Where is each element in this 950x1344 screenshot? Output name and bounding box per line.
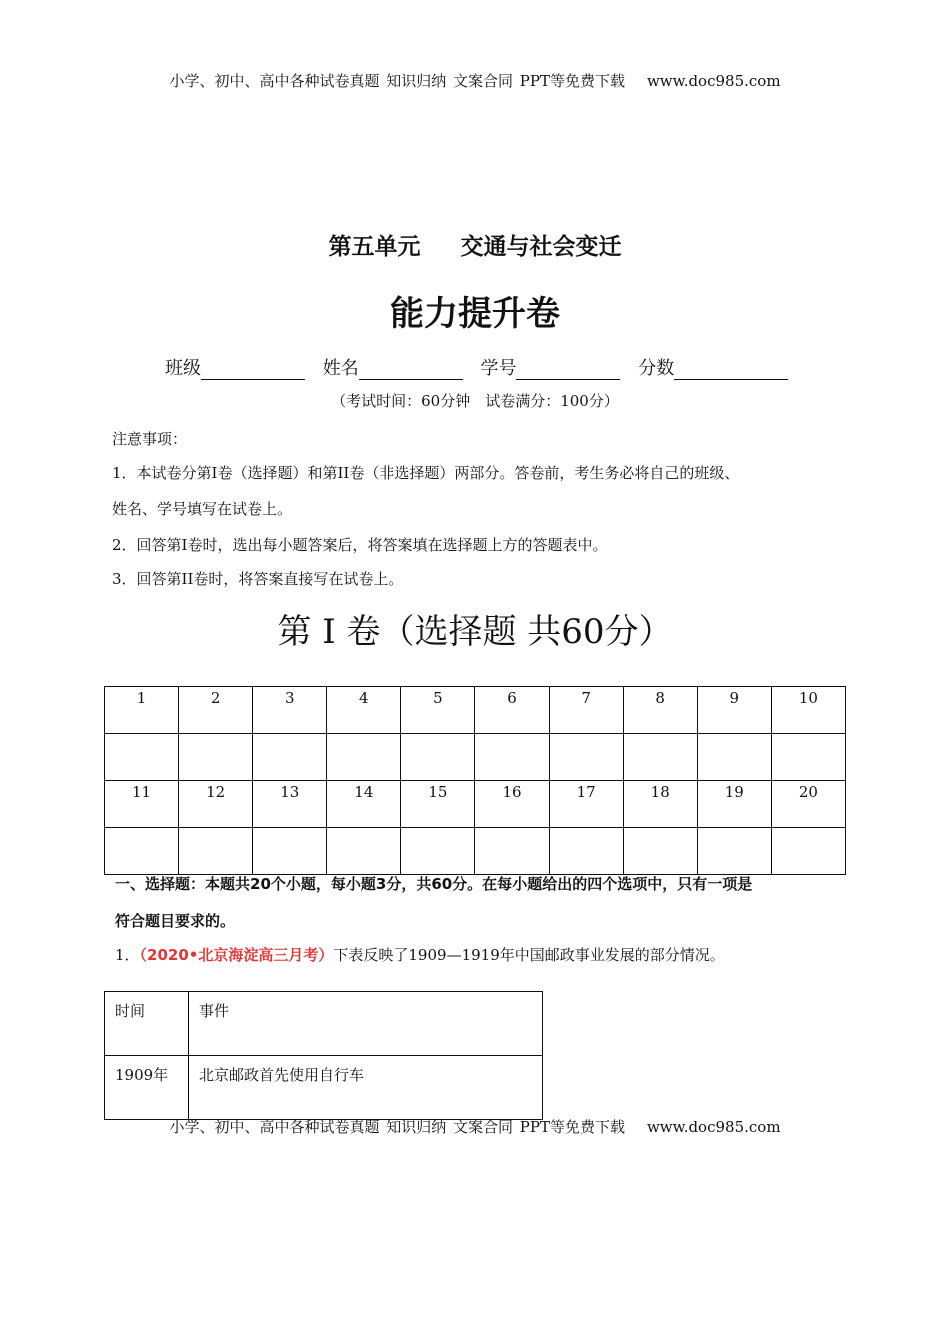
info-fields [165, 354, 800, 380]
answer-cell[interactable] [179, 734, 253, 781]
answer-table [104, 686, 846, 875]
answer-cell[interactable] [179, 828, 253, 875]
answer-number: 12 [179, 781, 253, 828]
answer-cell[interactable] [697, 734, 771, 781]
answer-number: 13 [253, 781, 327, 828]
section-instruction: 一、选择题：本题共20个小题，每小题3分，共60分。在每小题给出的四个选项中，只有一项是 [115, 875, 753, 893]
answer-cell[interactable] [475, 828, 549, 875]
unit-number: 第五单元 [328, 234, 421, 260]
answer-cell[interactable] [401, 734, 475, 781]
note-item: 3．回答第II卷时，将答案直接写在试卷上。 [112, 570, 404, 588]
header-text: 小学、初中、高中各种试卷真题 知识归纳 文案合同 PPT等免费下载 [169, 72, 625, 90]
answer-number: 4 [327, 687, 401, 734]
answer-number: 16 [475, 781, 549, 828]
main-title: 能力提升卷 [390, 294, 560, 334]
question-number: 1． [115, 946, 140, 964]
answer-number: 18 [623, 781, 697, 828]
answer-cell[interactable] [697, 828, 771, 875]
answer-number-row [105, 687, 846, 734]
name-field[interactable]: 姓名 [323, 358, 463, 379]
answer-number: 2 [179, 687, 253, 734]
footer-url[interactable]: www.doc985.com [646, 1118, 781, 1136]
answer-number: 14 [327, 781, 401, 828]
answer-blank-row [105, 734, 846, 781]
answer-number: 7 [549, 687, 623, 734]
exam-info: （考试时间：60分钟 试卷满分：100分） [331, 392, 619, 410]
question-1 [115, 944, 725, 965]
header-url[interactable]: www.doc985.com [646, 72, 781, 90]
answer-cell[interactable] [549, 828, 623, 875]
answer-number: 20 [771, 781, 845, 828]
volume-title: 第 I 卷（选择题 共60分） [277, 612, 673, 652]
answer-cell[interactable] [623, 734, 697, 781]
notes-heading: 注意事项： [112, 430, 188, 448]
answer-cell[interactable] [623, 828, 697, 875]
events-header-row [105, 992, 543, 1056]
events-header-time: 时间 [105, 992, 189, 1056]
answer-number: 1 [105, 687, 179, 734]
answer-number: 19 [697, 781, 771, 828]
footer-text: 小学、初中、高中各种试卷真题 知识归纳 文案合同 PPT等免费下载 [169, 1118, 625, 1136]
answer-number: 9 [697, 687, 771, 734]
note-item: 姓名、学号填写在试卷上。 [112, 500, 293, 518]
events-header-event: 事件 [189, 992, 543, 1056]
answer-cell[interactable] [105, 828, 179, 875]
events-table [104, 991, 543, 1120]
question-text: 下表反映了1909—1919年中国邮政事业发展的部分情况。 [333, 946, 725, 964]
unit-title [0, 228, 950, 261]
answer-cell[interactable] [771, 828, 845, 875]
answer-number: 6 [475, 687, 549, 734]
answer-number: 10 [771, 687, 845, 734]
note-item: 1．本试卷分第I卷（选择题）和第II卷（非选择题）两部分。答卷前，考生务必将自己的班级、 [112, 464, 740, 482]
answer-cell[interactable] [105, 734, 179, 781]
answer-number-row [105, 781, 846, 828]
question-source: （2020•北京海淀高三月考） [139, 946, 334, 964]
answer-number: 15 [401, 781, 475, 828]
events-row [105, 1056, 543, 1120]
answer-number: 17 [549, 781, 623, 828]
answer-number: 8 [623, 687, 697, 734]
answer-cell[interactable] [253, 828, 327, 875]
answer-number: 11 [105, 781, 179, 828]
events-event: 北京邮政首先使用自行车 [189, 1056, 543, 1120]
answer-blank-row [105, 828, 846, 875]
answer-cell[interactable] [327, 734, 401, 781]
answer-cell[interactable] [549, 734, 623, 781]
number-field[interactable]: 学号 [480, 358, 620, 379]
section-instruction: 符合题目要求的。 [115, 912, 236, 930]
answer-number: 3 [253, 687, 327, 734]
class-field[interactable]: 班级 [165, 358, 305, 379]
score-field[interactable]: 分数 [638, 358, 788, 379]
answer-cell[interactable] [253, 734, 327, 781]
unit-topic: 交通与社会变迁 [460, 234, 622, 260]
answer-cell[interactable] [771, 734, 845, 781]
answer-cell[interactable] [475, 734, 549, 781]
note-item: 2．回答第I卷时，选出每小题答案后，将答案填在选择题上方的答题表中。 [112, 536, 608, 554]
page-header [0, 70, 950, 91]
answer-number: 5 [401, 687, 475, 734]
answer-cell[interactable] [327, 828, 401, 875]
events-time: 1909年 [105, 1056, 189, 1120]
answer-cell[interactable] [401, 828, 475, 875]
page-footer [0, 1116, 950, 1137]
